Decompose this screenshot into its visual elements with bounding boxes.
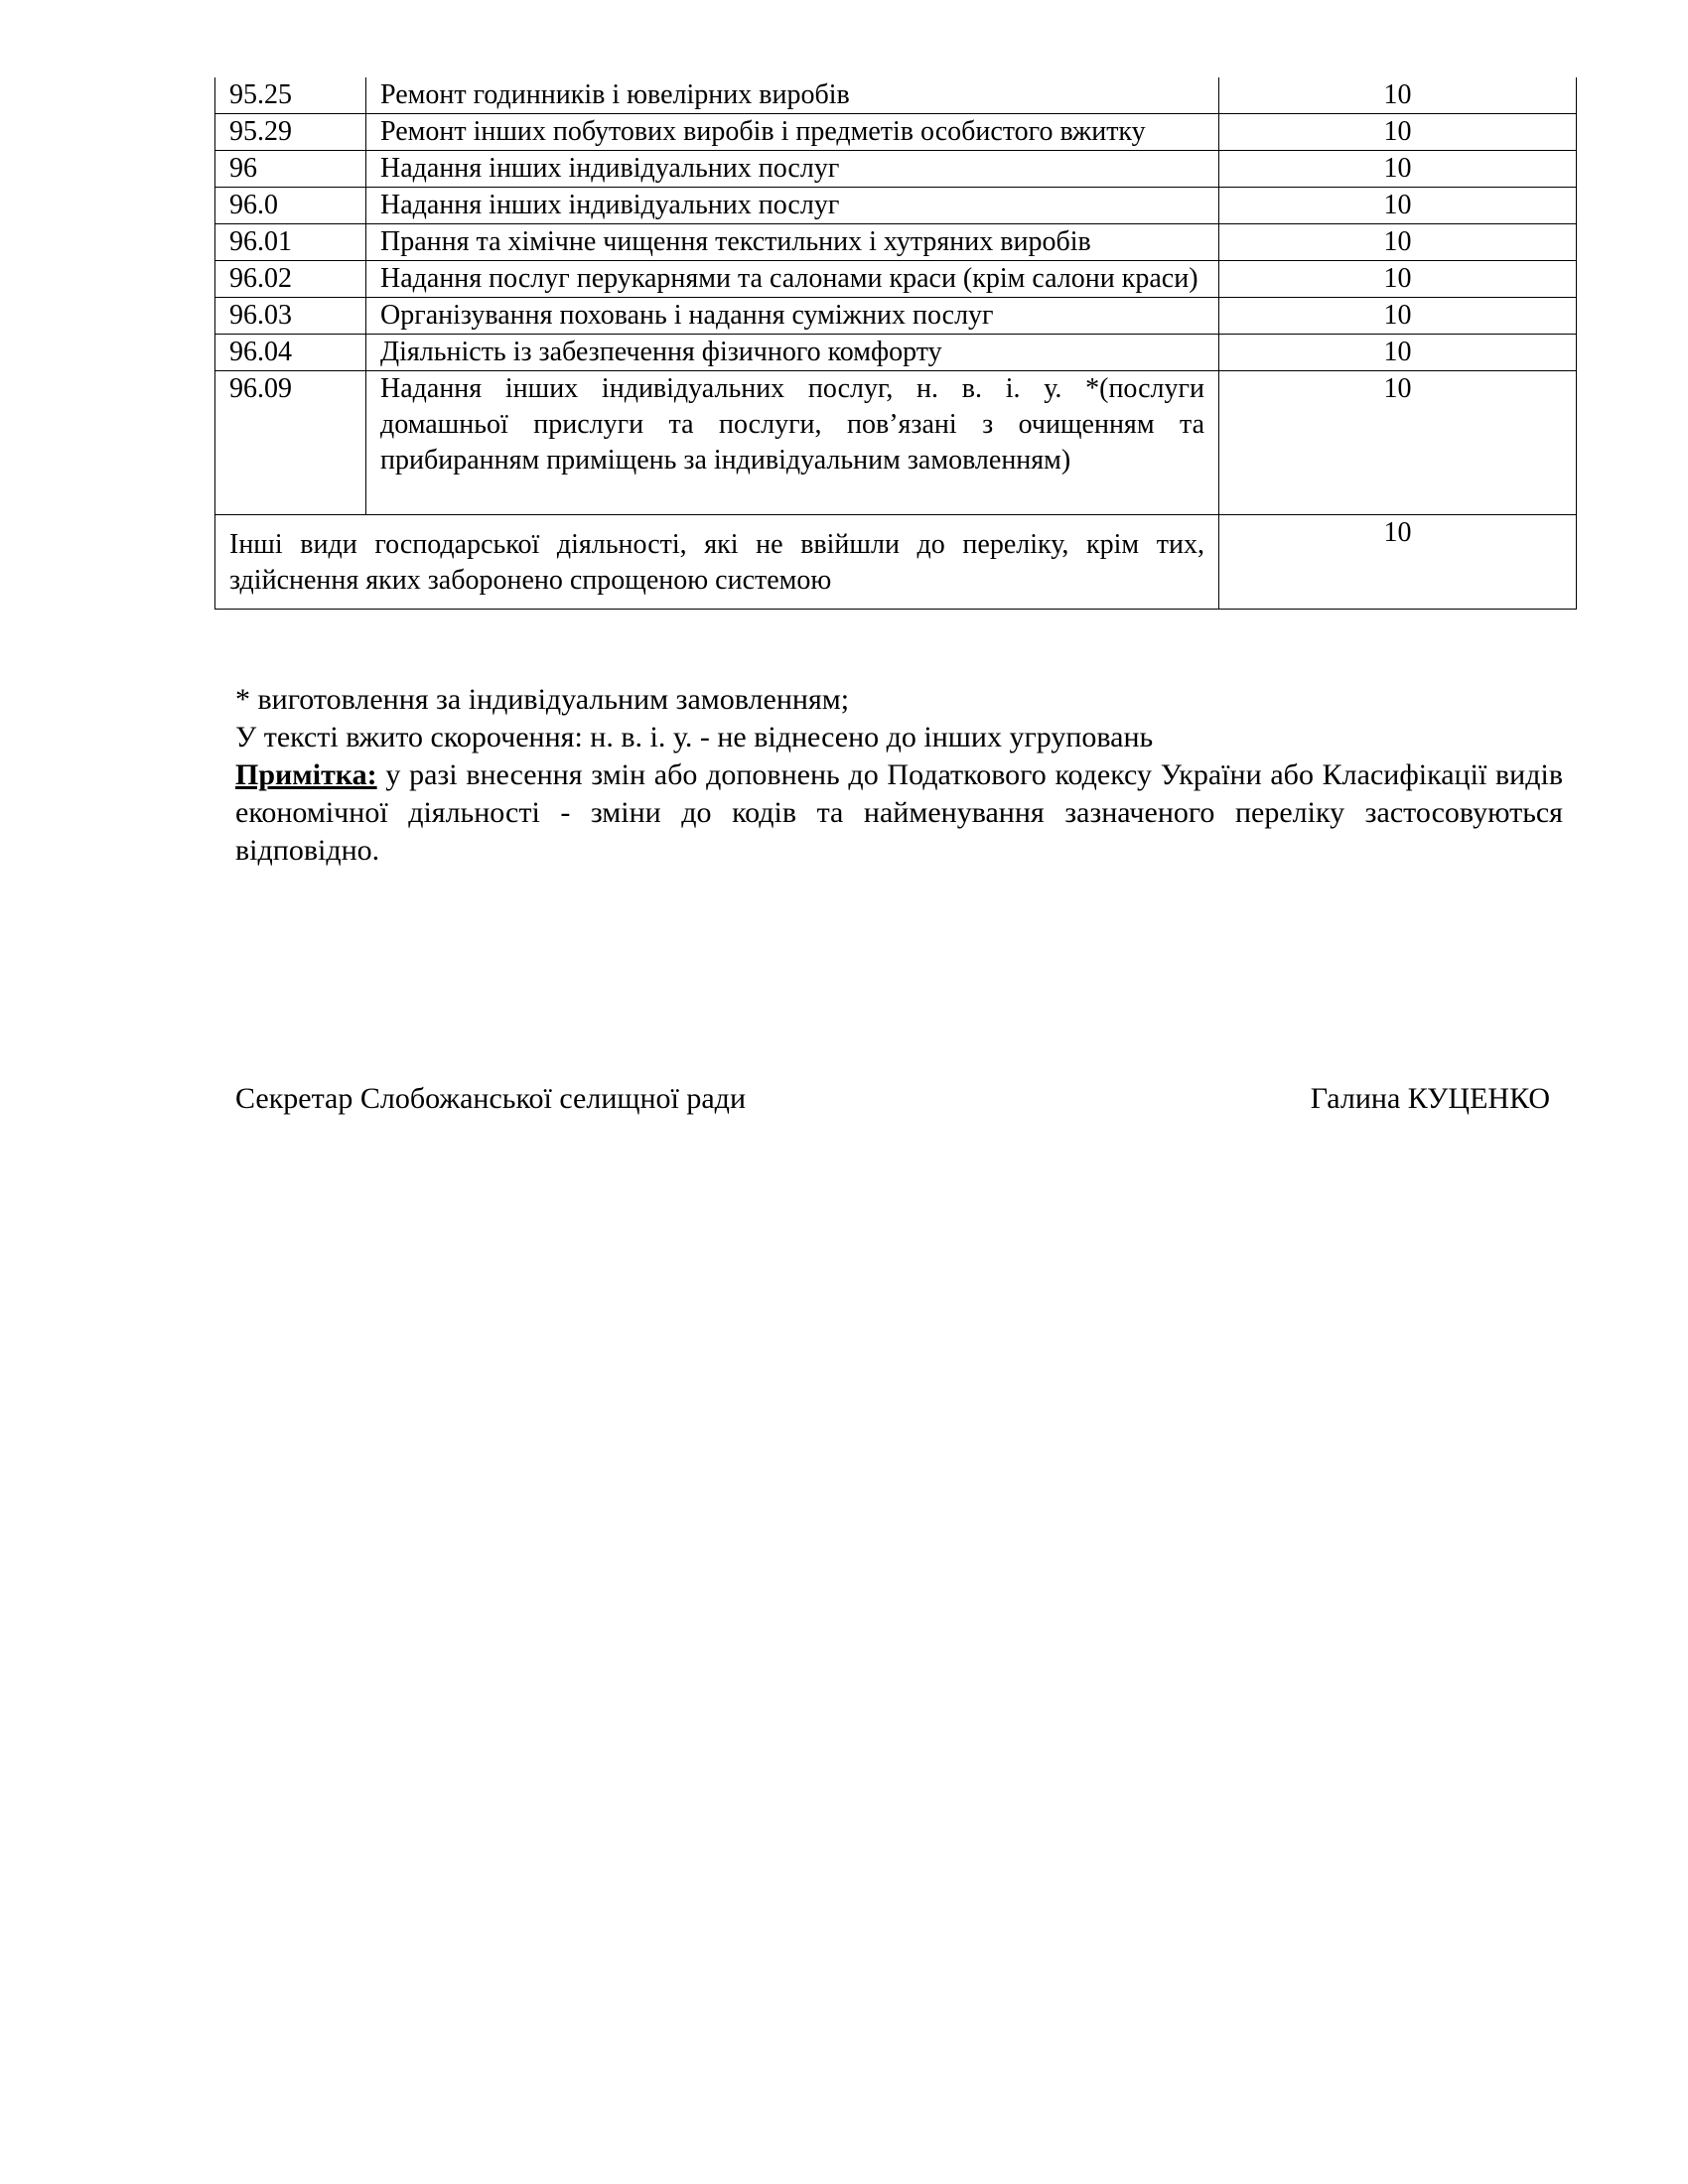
- kved-code: 96.02: [215, 261, 366, 298]
- table-row: [215, 114, 1577, 151]
- footnotes: [235, 681, 1563, 870]
- kved-code: 96.09: [215, 371, 366, 515]
- table-row: [215, 261, 1577, 298]
- tax-rate: 10: [1219, 335, 1577, 371]
- activity-description: Надання послуг перукарнями та салонами краси (крім салони краси): [366, 261, 1219, 298]
- tax-rate: 10: [1219, 188, 1577, 224]
- kved-code: 96.04: [215, 335, 366, 371]
- table-row: [215, 77, 1577, 114]
- tax-rate: 10: [1219, 151, 1577, 188]
- activity-description: Надання інших індивідуальних послуг: [366, 188, 1219, 224]
- activity-description: Ремонт годинників і ювелірних виробів: [366, 77, 1219, 114]
- activity-description: Ремонт інших побутових виробів і предметів особистого вжитку: [366, 114, 1219, 151]
- kved-code: 95.29: [215, 114, 366, 151]
- signatory-position: Секретар Слобожанської селищної ради: [235, 1082, 746, 1115]
- table-row: [215, 224, 1577, 261]
- signature-block: [235, 1080, 1550, 1118]
- tax-rate: 10: [1219, 261, 1577, 298]
- tax-rate: 10: [1219, 77, 1577, 114]
- kved-code: 96: [215, 151, 366, 188]
- note-paragraph: [235, 756, 1563, 870]
- table-row: [215, 371, 1577, 515]
- table-row: [215, 151, 1577, 188]
- tax-rate: 10: [1219, 114, 1577, 151]
- table-row: [215, 298, 1577, 335]
- abbreviation-footnote: У тексті вжито скорочення: н. в. і. у. - не віднесено до інших угруповань: [235, 721, 1154, 753]
- tax-rate: 10: [1219, 224, 1577, 261]
- kved-code: 95.25: [215, 77, 366, 114]
- activity-description: Організування поховань і надання суміжних послуг: [366, 298, 1219, 335]
- activity-description: Прання та хімічне чищення текстильних і хутряних виробів: [366, 224, 1219, 261]
- table-row: [215, 335, 1577, 371]
- note-label: Примітка:: [235, 758, 377, 791]
- kved-code: 96.0: [215, 188, 366, 224]
- tax-rate: 10: [1219, 371, 1577, 515]
- kved-table: [214, 77, 1577, 610]
- tax-rate: 10: [1219, 298, 1577, 335]
- note-text: у разі внесення змін або доповнень до Податкового кодексу України або Класифікації видів економічної діяльності - зміни до кодів та найменування зазначеного переліку застосовуються відповідно.: [235, 758, 1563, 867]
- table-row: [215, 188, 1577, 224]
- activity-description: Діяльність із забезпечення фізичного комфорту: [366, 335, 1219, 371]
- kved-code: 96.03: [215, 298, 366, 335]
- tax-rate: 10: [1219, 515, 1577, 610]
- other-activities-row: [215, 515, 1577, 610]
- asterisk-footnote: * виготовлення за індивідуальним замовленням;: [235, 683, 850, 716]
- activity-description: Надання інших індивідуальних послуг, н. в. і. у. *(послуги домашньої прислуги та послуги, пов’язані з очищенням та прибиранням приміщень за індивідуальним замовленням): [366, 371, 1219, 515]
- signatory-name: Галина КУЦЕНКО: [1310, 1082, 1550, 1115]
- kved-code: 96.01: [215, 224, 366, 261]
- activity-description: Надання інших індивідуальних послуг: [366, 151, 1219, 188]
- other-activities-description: Інші види господарської діяльності, які не ввійшли до переліку, крім тих, здійснення яких заборонено спрощеною системою: [215, 515, 1219, 610]
